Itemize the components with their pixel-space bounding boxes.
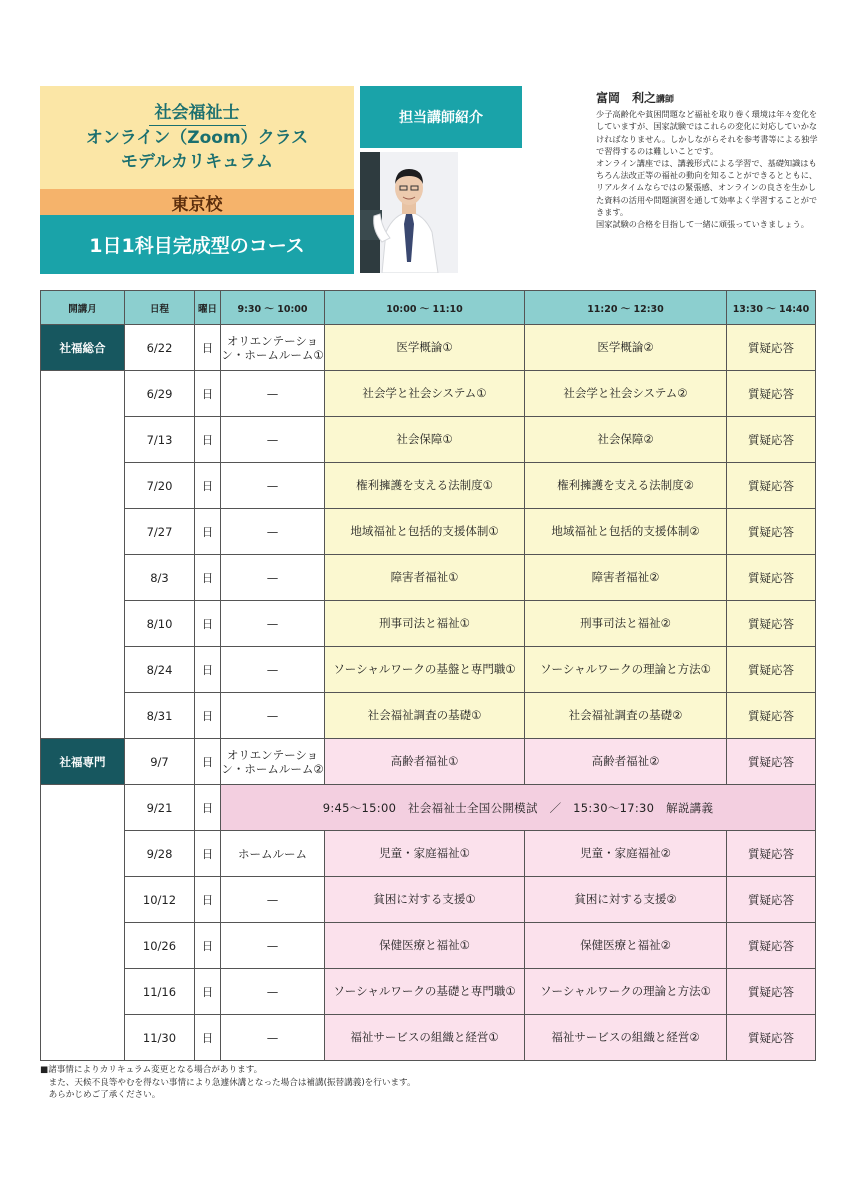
session-1-cell: ソーシャルワークの基盤と専門職① (325, 647, 525, 693)
session-2-cell: 保健医療と福祉② (525, 923, 727, 969)
title-line-3: モデルカリキュラム (121, 152, 273, 172)
pre-session-cell: — (221, 877, 325, 923)
session-1-cell: 権利擁護を支える法制度① (325, 463, 525, 509)
session-2-cell: ソーシャルワークの理論と方法① (525, 647, 727, 693)
qa-cell: 質疑応答 (727, 325, 816, 371)
title-block (40, 86, 354, 189)
footnote-line: ■諸事情によりカリキュラム変更となる場合があります。 (40, 1065, 263, 1075)
table-row (41, 923, 816, 969)
dow-cell: 日 (195, 371, 221, 417)
qa-cell: 質疑応答 (727, 647, 816, 693)
table-row (41, 555, 816, 601)
dow-cell: 日 (195, 693, 221, 739)
mock-exam-cell: 9:45～15:00 社会福祉士全国公開模試 ／ 15:30～17:30 解説講義 (221, 785, 816, 831)
session-2-cell: 社会学と社会システム② (525, 371, 727, 417)
session-1-cell: 福祉サービスの組織と経営① (325, 1015, 525, 1061)
category-cell-empty (41, 371, 125, 739)
dow-cell: 日 (195, 463, 221, 509)
qa-cell: 質疑応答 (727, 601, 816, 647)
category-cell: 社福総合 (41, 325, 125, 371)
qa-cell: 質疑応答 (727, 371, 816, 417)
pre-session-cell: — (221, 601, 325, 647)
session-2-cell: 障害者福祉② (525, 555, 727, 601)
session-2-cell: 高齢者福祉② (525, 739, 727, 785)
pre-session-cell: オリエンテーション・ホームルーム① (221, 325, 325, 371)
dow-cell: 日 (195, 1015, 221, 1061)
table-row (41, 417, 816, 463)
header-dow: 曜日 (195, 291, 221, 325)
date-cell: 7/20 (125, 463, 195, 509)
session-1-cell: 刑事司法と福祉① (325, 601, 525, 647)
header-slot-4: 13:30 ～ 14:40 (727, 291, 816, 325)
session-2-cell: ソーシャルワークの理論と方法① (525, 969, 727, 1015)
category-cell-empty (41, 785, 125, 1061)
qa-cell: 質疑応答 (727, 509, 816, 555)
date-cell: 11/16 (125, 969, 195, 1015)
title-line-1: 社会福祉士 (149, 101, 246, 126)
footnote (40, 1064, 740, 1102)
table-row (41, 325, 816, 371)
qa-cell: 質疑応答 (727, 739, 816, 785)
session-2-cell: 貧困に対する支援② (525, 877, 727, 923)
instructor-tag: 担当講師紹介 (360, 86, 522, 148)
table-row (41, 647, 816, 693)
pre-session-cell: — (221, 969, 325, 1015)
date-cell: 8/31 (125, 693, 195, 739)
bio-paragraph: 国家試験の合格を目指して一緒に頑張っていきましょう。 (596, 219, 809, 230)
qa-cell: 質疑応答 (727, 693, 816, 739)
date-cell: 8/24 (125, 647, 195, 693)
session-1-cell: 社会学と社会システム① (325, 371, 525, 417)
qa-cell: 質疑応答 (727, 555, 816, 601)
table-row (41, 831, 816, 877)
date-cell: 7/13 (125, 417, 195, 463)
table-header-row (41, 291, 816, 325)
dow-cell: 日 (195, 601, 221, 647)
dow-cell: 日 (195, 877, 221, 923)
dow-cell: 日 (195, 739, 221, 785)
instructor-name-line (596, 92, 818, 106)
qa-cell: 質疑応答 (727, 1015, 816, 1061)
session-2-cell: 社会福祉調査の基礎② (525, 693, 727, 739)
dow-cell: 日 (195, 509, 221, 555)
qa-cell: 質疑応答 (727, 969, 816, 1015)
title-line-2: オンライン（Zoom）クラス (85, 128, 309, 148)
date-cell: 9/28 (125, 831, 195, 877)
footnote-line: また、天候不良等やむを得ない事情により急遽休講となった場合は補講(振替講義)を行います。 (40, 1077, 416, 1088)
pre-session-cell: ホームルーム (221, 831, 325, 877)
schedule-table (40, 290, 816, 1061)
date-cell: 6/29 (125, 371, 195, 417)
pre-session-cell: — (221, 371, 325, 417)
instructor-name: 富岡 利之 (596, 91, 657, 105)
table-row (41, 509, 816, 555)
qa-cell: 質疑応答 (727, 923, 816, 969)
table-row (41, 1015, 816, 1061)
course-banner: 1日1科目完成型のコース (40, 215, 354, 274)
dow-cell: 日 (195, 417, 221, 463)
session-1-cell: 地域福祉と包括的支援体制① (325, 509, 525, 555)
qa-cell: 質疑応答 (727, 417, 816, 463)
header-month: 開講月 (41, 291, 125, 325)
session-2-cell: 児童・家庭福祉② (525, 831, 727, 877)
pre-session-cell: — (221, 1015, 325, 1061)
date-cell: 10/26 (125, 923, 195, 969)
table-row (41, 693, 816, 739)
table-row (41, 463, 816, 509)
instructor-title: 講師 (656, 95, 675, 105)
table-row (41, 739, 816, 785)
dow-cell: 日 (195, 923, 221, 969)
pre-session-cell: — (221, 647, 325, 693)
date-cell: 8/10 (125, 601, 195, 647)
session-2-cell: 地域福祉と包括的支援体制② (525, 509, 727, 555)
pre-session-cell: — (221, 509, 325, 555)
date-cell: 6/22 (125, 325, 195, 371)
session-2-cell: 医学概論② (525, 325, 727, 371)
dow-cell: 日 (195, 969, 221, 1015)
session-2-cell: 刑事司法と福祉② (525, 601, 727, 647)
pre-session-cell: — (221, 463, 325, 509)
pre-session-cell: — (221, 923, 325, 969)
date-cell: 8/3 (125, 555, 195, 601)
pre-session-cell: — (221, 417, 325, 463)
table-row (41, 877, 816, 923)
pre-session-cell: — (221, 693, 325, 739)
qa-cell: 質疑応答 (727, 831, 816, 877)
table-row (41, 785, 816, 831)
pre-session-cell: オリエンテーション・ホームルーム② (221, 739, 325, 785)
header-slot-3: 11:20 ～ 12:30 (525, 291, 727, 325)
table-row (41, 371, 816, 417)
date-cell: 10/12 (125, 877, 195, 923)
table-row (41, 601, 816, 647)
session-2-cell: 福祉サービスの組織と経営② (525, 1015, 727, 1061)
bio-paragraph: オンライン講座では、講義形式による学習で、基礎知識はもちろん法改正等の福祉の動向を知ることができるとともに、リアルタイムならではの緊張感、オンラインの良さを生かした資料の活用や問題演習を通して効率よく学習することができます。 (596, 158, 818, 217)
session-1-cell: 高齢者福祉① (325, 739, 525, 785)
instructor-portrait-image (360, 152, 458, 273)
header-slot-2: 10:00 ～ 11:10 (325, 291, 525, 325)
session-1-cell: 医学概論① (325, 325, 525, 371)
table-row (41, 969, 816, 1015)
session-1-cell: 貧困に対する支援① (325, 877, 525, 923)
bio-paragraph: 少子高齢化や貧困問題など福祉を取り巻く環境は年々変化をしていますが、国家試験ではこれらの変化に対応していかなければなりません。しかしながらそれを参考書等による独学で習得するのは難しいことです。 (596, 109, 818, 156)
category-cell: 社福専門 (41, 739, 125, 785)
campus-label: 東京校 (40, 189, 354, 215)
session-1-cell: 児童・家庭福祉① (325, 831, 525, 877)
session-2-cell: 権利擁護を支える法制度② (525, 463, 727, 509)
pre-session-cell: — (221, 555, 325, 601)
dow-cell: 日 (195, 325, 221, 371)
session-1-cell: 障害者福祉① (325, 555, 525, 601)
session-1-cell: 社会福祉調査の基礎① (325, 693, 525, 739)
session-2-cell: 社会保障② (525, 417, 727, 463)
instructor-photo (360, 152, 458, 273)
dow-cell: 日 (195, 831, 221, 877)
instructor-bio (596, 92, 818, 230)
dow-cell: 日 (195, 785, 221, 831)
header-slot-1: 9:30 ～ 10:00 (221, 291, 325, 325)
session-1-cell: 保健医療と福祉① (325, 923, 525, 969)
date-cell: 7/27 (125, 509, 195, 555)
session-1-cell: ソーシャルワークの基礎と専門職① (325, 969, 525, 1015)
qa-cell: 質疑応答 (727, 463, 816, 509)
date-cell: 9/7 (125, 739, 195, 785)
date-cell: 9/21 (125, 785, 195, 831)
dow-cell: 日 (195, 647, 221, 693)
session-1-cell: 社会保障① (325, 417, 525, 463)
footnote-line: あらかじめご了承ください。 (40, 1090, 161, 1100)
qa-cell: 質疑応答 (727, 877, 816, 923)
header-date: 日程 (125, 291, 195, 325)
dow-cell: 日 (195, 555, 221, 601)
date-cell: 11/30 (125, 1015, 195, 1061)
